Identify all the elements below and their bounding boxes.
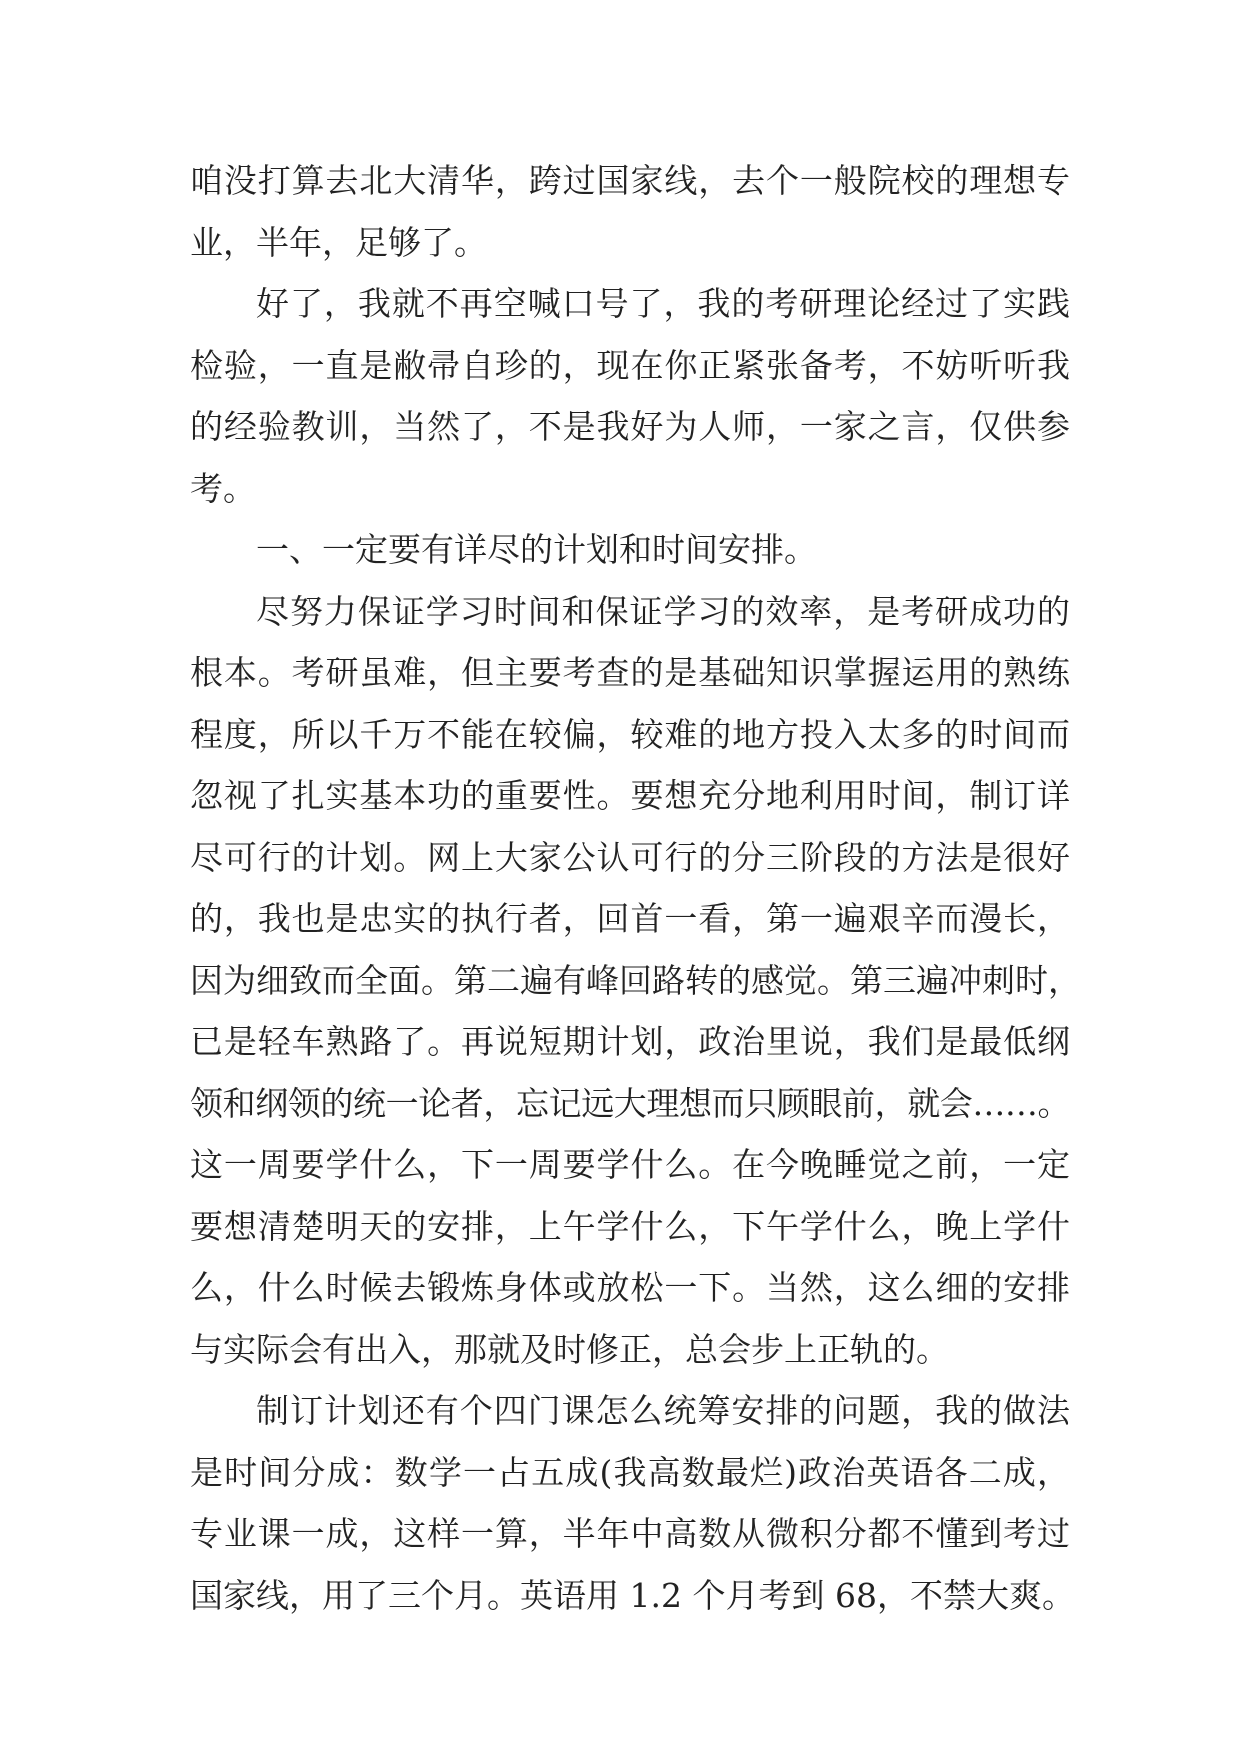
text-line: 忽视了扎实基本功的重要性。要想充分地利用时间，制订详 <box>190 776 1070 815</box>
text-line: 尽可行的计划。网上大家公认可行的分三阶段的方法是很好 <box>190 837 1070 877</box>
text-line: 的，我也是忠实的执行者，回首一看，第一遍艰辛而漫长， <box>190 899 1070 938</box>
text-line: 已是轻车熟路了。再说短期计划，政治里说，我们是最低纲 <box>190 1022 1070 1061</box>
text-line: 领和纲领的统一论者，忘记远大理想而只顾眼前，就会……。 <box>190 1083 1070 1123</box>
text-line: 因为细致而全面。第二遍有峰回路转的感觉。第三遍冲刺时， <box>190 960 1081 1000</box>
text-line: 检验，一直是敝帚自珍的，现在你正紧张备考，不妨听听我 <box>190 345 1070 385</box>
paragraph-first-line: 制订计划还有个四门课怎么统筹安排的问题，我的做法 <box>256 1391 1070 1430</box>
text-line: 咱没打算去北大清华，跨过国家线，去个一般院校的理想专 <box>190 161 1070 200</box>
text-line: 考。 <box>190 468 256 508</box>
section-heading: 一、一定要有详尽的计划和时间安排。 <box>256 530 817 569</box>
text-line: 是时间分成：数学一占五成(我高数最烂)政治英语各二成， <box>190 1452 1070 1492</box>
body-text <box>190 150 1081 1626</box>
text-line: 业，半年，足够了。 <box>190 222 487 262</box>
text-line: 要想清楚明天的安排，上午学什么，下午学什么，晚上学什 <box>190 1206 1070 1246</box>
text-line: 专业课一成，这样一算，半年中高数从微积分都不懂到考过 <box>190 1514 1070 1553</box>
text-line: 程度，所以千万不能在较偏，较难的地方投入太多的时间而 <box>190 714 1070 754</box>
text-line: 么，什么时候去锻炼身体或放松一下。当然，这么细的安排 <box>190 1268 1070 1307</box>
text-line: 根本。考研虽难，但主要考查的是基础知识掌握运用的熟练 <box>190 653 1070 692</box>
paragraph-first-line: 好了，我就不再空喊口号了，我的考研理论经过了实践 <box>256 284 1070 323</box>
paragraph-first-line: 尽努力保证学习时间和保证学习的效率，是考研成功的 <box>256 591 1070 631</box>
text-line: 的经验教训，当然了，不是我好为人师，一家之言，仅供参 <box>190 407 1070 446</box>
text-line: 与实际会有出入，那就及时修正，总会步上正轨的。 <box>190 1329 949 1369</box>
text-line: 国家线，用了三个月。英语用 1.2 个月考到 68，不禁大爽。 <box>190 1575 1075 1615</box>
text-line: 这一周要学什么，下一周要学什么。在今晚睡觉之前，一定 <box>190 1145 1070 1184</box>
